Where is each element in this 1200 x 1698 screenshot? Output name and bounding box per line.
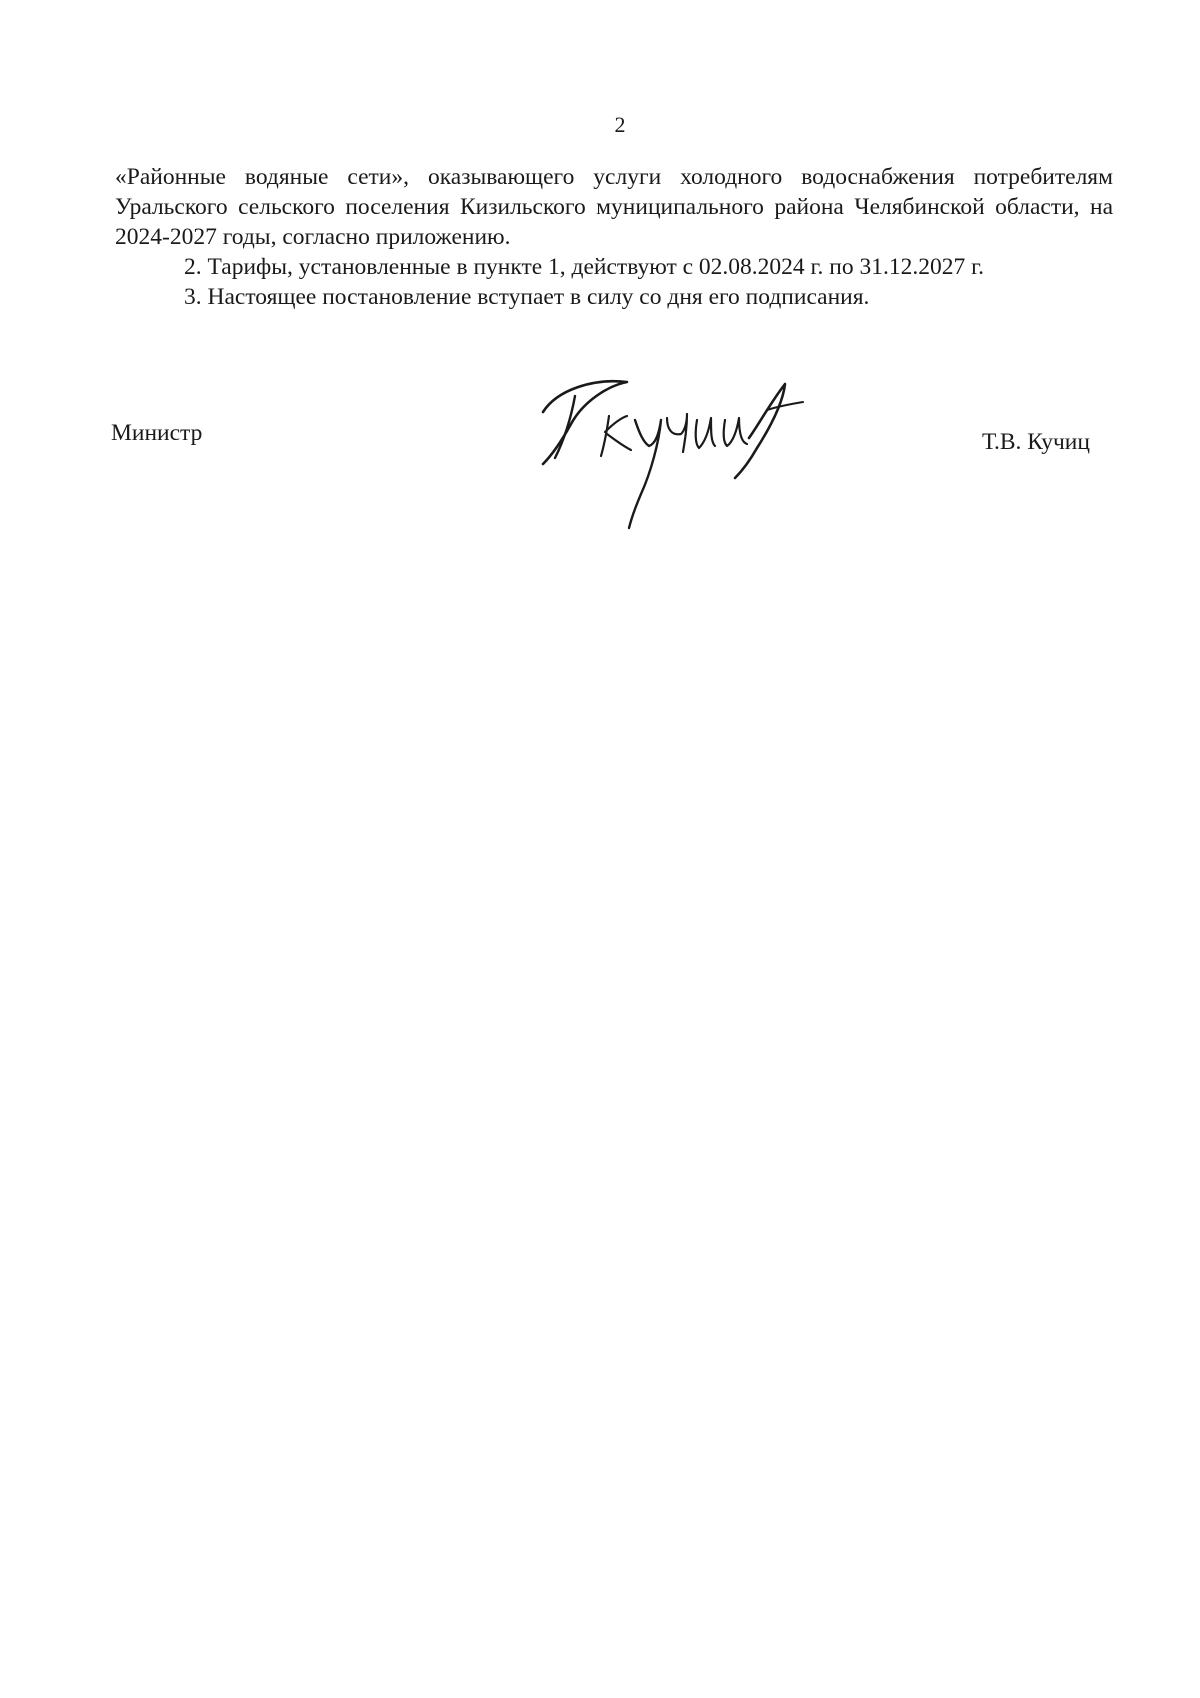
- paragraph-2: 2. Тарифы, установленные в пункте 1, действуют с 02.08.2024 г. по 31.12.2027 г.: [184, 254, 984, 280]
- handwritten-signature-icon: [535, 372, 825, 532]
- page-number: 2: [614, 112, 626, 137]
- paragraph-1: «Районные водяные сети», оказывающего услуги холодного водоснабжения потребителям Уральского сельского поселения Кизильского муниципального района Челябинской области, на 2024-2027 годы, согласно приложению.: [115, 164, 1113, 250]
- body-text: [115, 162, 1113, 312]
- signer-role: Министр: [111, 420, 203, 446]
- paragraph-3: 3. Настоящее постановление вступает в силу со дня его подписания.: [184, 284, 870, 310]
- signer-name: Т.В. Кучиц: [982, 429, 1090, 455]
- signature-block: [0, 372, 1200, 532]
